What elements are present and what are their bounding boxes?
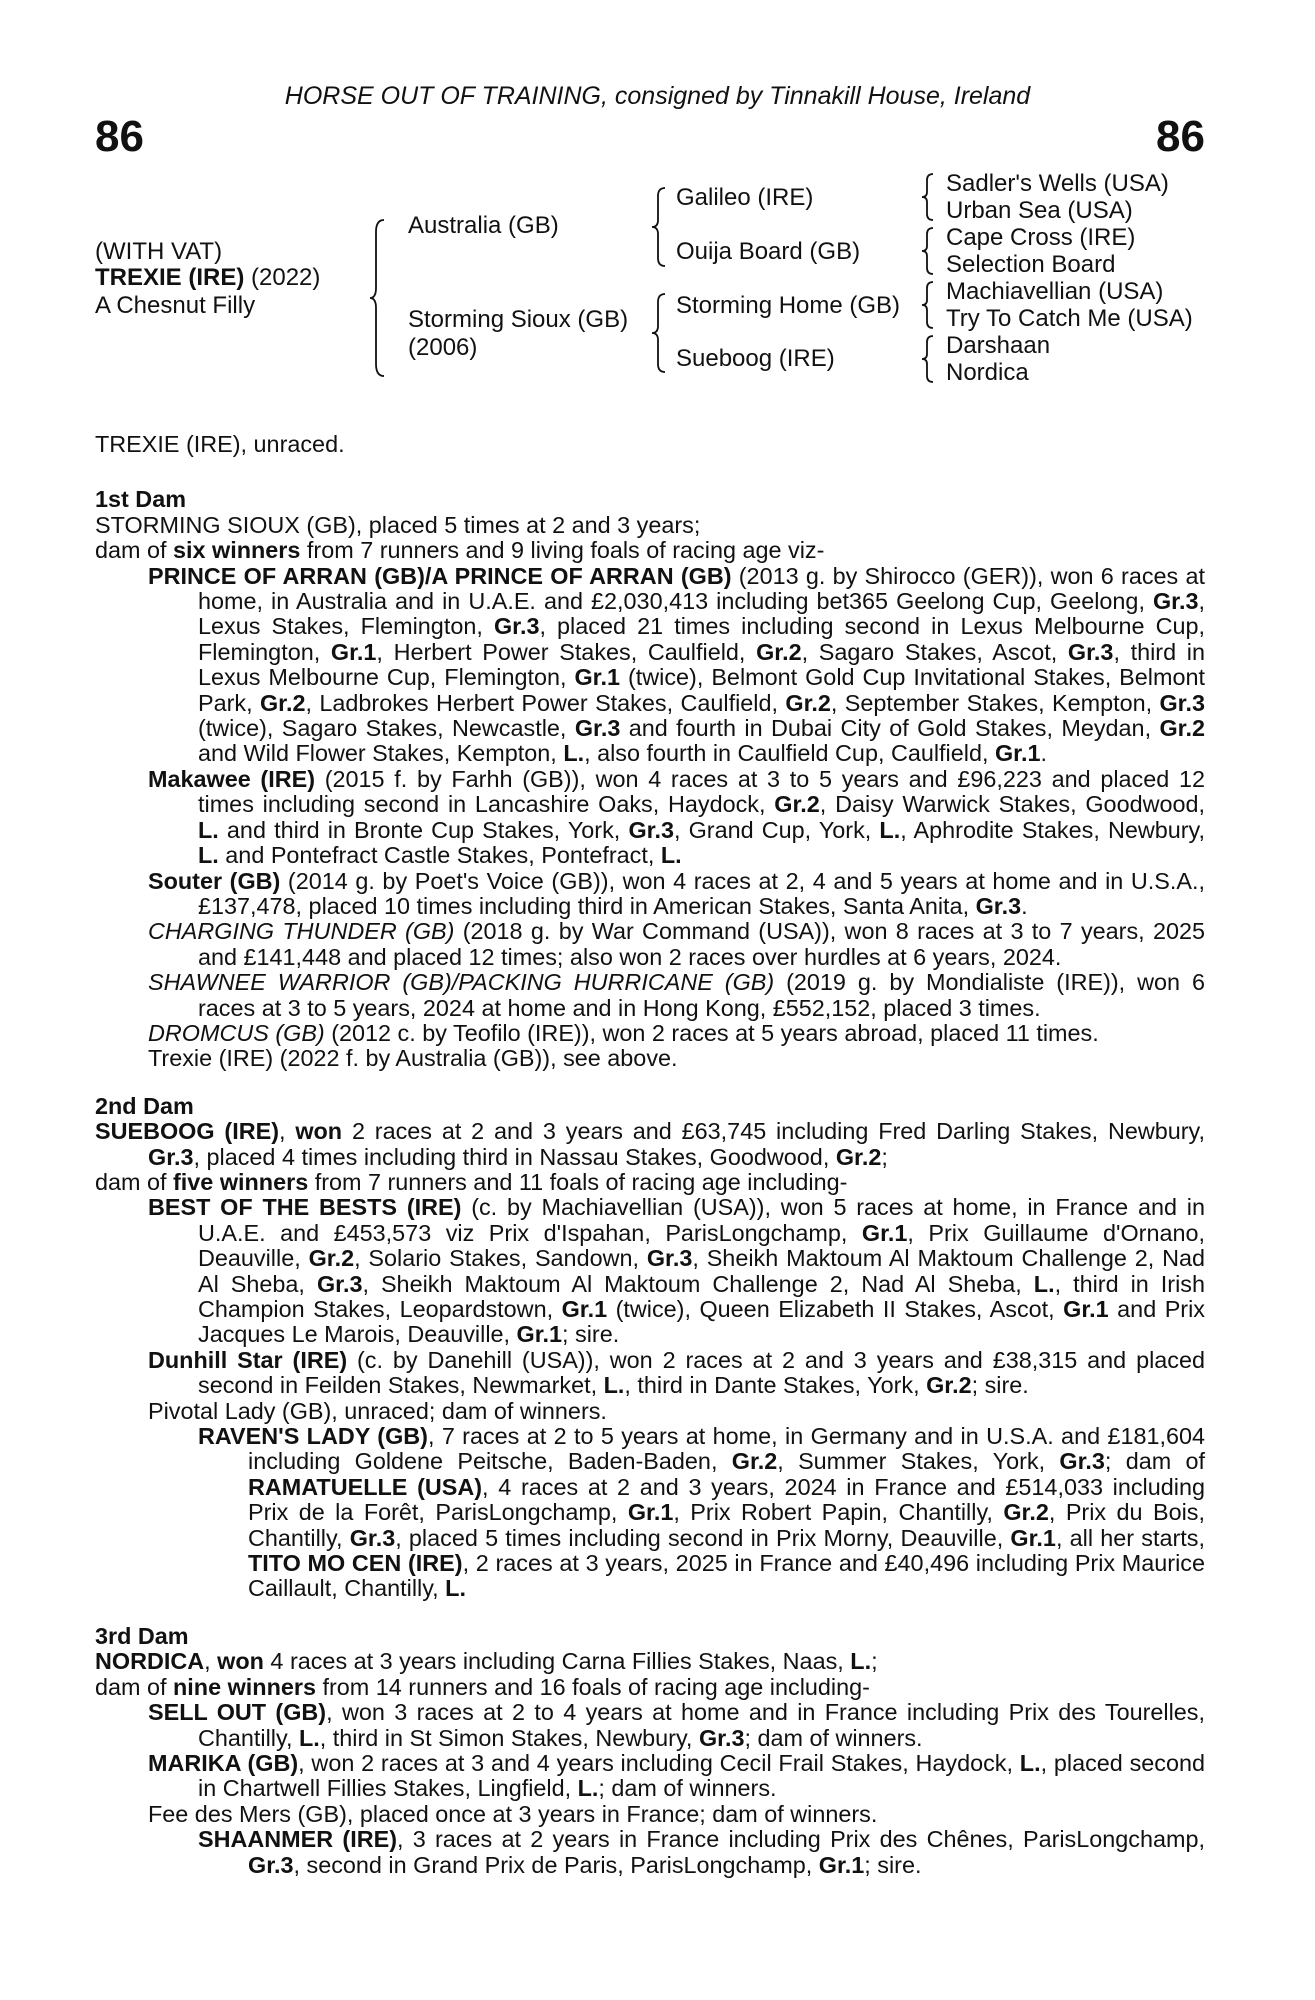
unraced-line: TREXIE (IRE), unraced. — [95, 431, 345, 457]
horse-description: A Chesnut Filly — [95, 292, 256, 319]
progeny-shawnee-warrior: SHAWNEE WARRIOR (GB)/PACKING HURRICANE (GB) (2019 g. by Mondialiste (IRE)), won 6 races at 3 to 5 years, 2024 at home and in Hong Kong, £552,152, placed 3 times. — [148, 969, 1205, 1021]
progeny-pivotal-lady: Pivotal Lady (GB), unraced; dam of winners. — [148, 1397, 607, 1424]
progeny-best-of-the-bests: BEST OF THE BESTS (IRE) (c. by Machiavellian (USA)), won 5 races at home, in France and in U.A.E. and £453,573 viz Prix d'Ispahan, ParisLongchamp, Gr.1, Prix Guillaume d'Ornano, Deauville, Gr.2, Solario Stakes, Sandown, Gr.3, Sheikh Maktoum Al Maktoum Challenge 2, Nad Al Sheba, Gr.3, Sheikh Maktoum Al Maktoum Challenge 2, Nad Al Sheba, L., third in Irish Champion Stakes, Leopardstown, Gr.1 (twice), Queen Elizabeth II Stakes, Ascot, Gr.1 and Prix Jacques Le Marois, Deauville, Gr.1; sire. — [148, 1194, 1206, 1348]
bracket-1 — [368, 218, 388, 378]
bracket-3 — [650, 292, 668, 374]
dam3-heading: 3rd Dam — [95, 1622, 189, 1649]
horse-name-line — [95, 264, 320, 292]
gen4-5: Machiavellian (USA) — [946, 278, 1164, 305]
sire-dam: Ouija Board (GB) — [676, 238, 861, 265]
bracket-4 — [920, 172, 936, 222]
dam2-line: SUEBOOG (IRE), won 2 races at 2 and 3 years and £63,745 including Fred Darling Stakes, Newbury, Gr.3, placed 4 times including third in Nassau Stakes, Goodwood, Gr.2; — [95, 1118, 1205, 1170]
progeny-trexie: Trexie (IRE) (2022 f. by Australia (GB)), see above. — [148, 1045, 678, 1072]
gen4-3: Cape Cross (IRE) — [946, 224, 1136, 251]
catalogue-body — [95, 432, 1205, 1878]
gen4-7: Darshaan — [946, 332, 1051, 359]
progeny-marika: MARIKA (GB), won 2 races at 3 and 4 years including Cecil Frail Stakes, Haydock, L., placed second in Chartwell Fillies Stakes, Lingfield, L.; dam of winners. — [148, 1749, 1205, 1802]
progeny-prince-of-arran: PRINCE OF ARRAN (GB)/A PRINCE OF ARRAN (GB) (2013 g. by Shirocco (GER)), won 6 races at home, in Australia and in U.A.E. and £2,030,413 including bet365 Geelong Cup, Geelong, Gr.3, Lexus Stakes, Flemington, Gr.3, placed 21 times including second in Lexus Melbourne Cup, Flemington, Gr.1, Herbert Power Stakes, Caulfield, Gr.2, Sagaro Stakes, Ascot, Gr.3, third in Lexus Melbourne Cup, Flemington, Gr.1 (twice), Belmont Gold Cup Invitational Stakes, Belmont Park, Gr.2, Ladbrokes Herbert Power Stakes, Caulfield, Gr.2, September Stakes, Kempton, Gr.3 (twice), Sagaro Stakes, Newcastle, Gr.3 and fourth in Dubai City of Gold Stakes, Meydan, Gr.2 and Wild Flower Stakes, Kempton, L., also fourth in Caulfield Cup, Caulfield, Gr.1. — [148, 562, 1205, 767]
dam2-summary: dam of five winners from 7 runners and 11 foals of racing age including- — [95, 1168, 848, 1195]
progeny-shaanmer: SHAANMER (IRE), 3 races at 2 years in France including Prix des Chênes, ParisLongchamp, Gr.3, second in Grand Prix de Paris, ParisLongchamp, Gr.1; sire. — [198, 1826, 1205, 1878]
lot-number-left: 86 — [95, 112, 144, 161]
dam-dam: Sueboog (IRE) — [676, 345, 835, 372]
progeny-fee-des-mers: Fee des Mers (GB), placed once at 3 years in France; dam of winners. — [148, 1800, 878, 1827]
vat-label: (WITH VAT) — [95, 238, 223, 265]
progeny-ravens-lady: RAVEN'S LADY (GB), 7 races at 2 to 5 years at home, in Germany and in U.S.A. and £181,604 including Goldene Peitsche, Baden-Baden, Gr.2, Summer Stakes, York, Gr.3; dam of RAMATUELLE (USA), 4 races at 2 and 3 years, 2024 in France and £514,033 including Prix de la Forêt, ParisLongchamp, Gr.1, Prix Robert Papin, Chantilly, Gr.2, Prix du Bois, Chantilly, Gr.3, placed 5 times including second in Prix Morny, Deauville, Gr.1, all her starts, TITO MO CEN (IRE), 2 races at 3 years, 2025 in France and £40,496 including Prix Maurice Caillault, Chantilly, L. — [198, 1423, 1206, 1602]
dam-year: (2006) — [408, 334, 478, 361]
horse-name: TREXIE (IRE) — [95, 264, 245, 291]
progeny-dromcus: DROMCUS (GB) (2012 c. by Teofilo (IRE)), won 2 races at 5 years abroad, placed 11 times. — [148, 1019, 1099, 1046]
progeny-charging-thunder: CHARGING THUNDER (GB) (2018 g. by War Command (USA)), won 8 races at 3 to 7 years, 2025 and £141,448 and placed 12 times; also won 2 races over hurdles at 6 years, 2024. — [148, 918, 1205, 970]
gen4-6: Try To Catch Me (USA) — [946, 305, 1193, 332]
bracket-7 — [920, 334, 936, 384]
dam-sire: Storming Home (GB) — [676, 292, 901, 319]
gen4-2: Urban Sea (USA) — [946, 197, 1133, 224]
progeny-dunhill-star: Dunhill Star (IRE) (c. by Danehill (USA)), won 2 races at 2 and 3 years and £38,315 and placed second in Feilden Stakes, Newmarket, L., third in Dante Stakes, York, Gr.2; sire. — [148, 1346, 1205, 1399]
bracket-5 — [920, 226, 936, 276]
dam3-summary: dam of nine winners from 14 runners and 16 foals of racing age including- — [95, 1673, 870, 1700]
progeny-makawee: Makawee (IRE) (2015 f. by Farhh (GB)), won 4 races at 3 to 5 years and £96,223 and placed 12 times including second in Lancashire Oaks, Haydock, Gr.2, Daisy Warwick Stakes, Goodwood, L. and third in Bronte Cup Stakes, York, Gr.3, Grand Cup, York, L., Aphrodite Stakes, Newbury, L. and Pontefract Castle Stakes, Pontefract, L. — [148, 765, 1206, 869]
dam1-line1: STORMING SIOUX (GB), placed 5 times at 2 and 3 years; — [95, 511, 701, 538]
progeny-sell-out: SELL OUT (GB), won 3 races at 2 to 4 years at home and in France including Prix des Tourelles, Chantilly, L., third in St Simon Stakes, Newbury, Gr.3; dam of winners. — [148, 1699, 1205, 1751]
dam1-heading: 1st Dam — [95, 486, 187, 513]
dam3-line: NORDICA, won 4 races at 3 years including Carna Fillies Stakes, Naas, L.; — [95, 1648, 878, 1675]
bracket-6 — [920, 280, 936, 330]
horse-year: (2022) — [251, 264, 321, 291]
bracket-2 — [650, 186, 668, 268]
dam: Storming Sioux (GB) — [408, 306, 629, 333]
dam1-line2: dam of six winners from 7 runners and 9 living foals of racing age viz- — [95, 537, 825, 564]
gen4-1: Sadler's Wells (USA) — [946, 170, 1169, 197]
gen4-4: Selection Board — [946, 251, 1116, 278]
page-header: HORSE OUT OF TRAINING, consigned by Tinnakill House, Ireland — [284, 82, 1031, 110]
gen4-8: Nordica — [946, 359, 1029, 386]
sire-sire: Galileo (IRE) — [676, 184, 814, 211]
pedigree-table — [0, 0, 1315, 400]
sire: Australia (GB) — [408, 212, 559, 239]
progeny-souter: Souter (GB) (2014 g. by Poet's Voice (GB)), won 4 races at 2, 4 and 5 years at home and in U.S.A., £137,478, placed 10 times including third in American Stakes, Santa Anita, Gr.3. — [148, 867, 1205, 919]
lot-number-right: 86 — [1156, 112, 1205, 161]
dam2-heading: 2nd Dam — [95, 1092, 194, 1119]
